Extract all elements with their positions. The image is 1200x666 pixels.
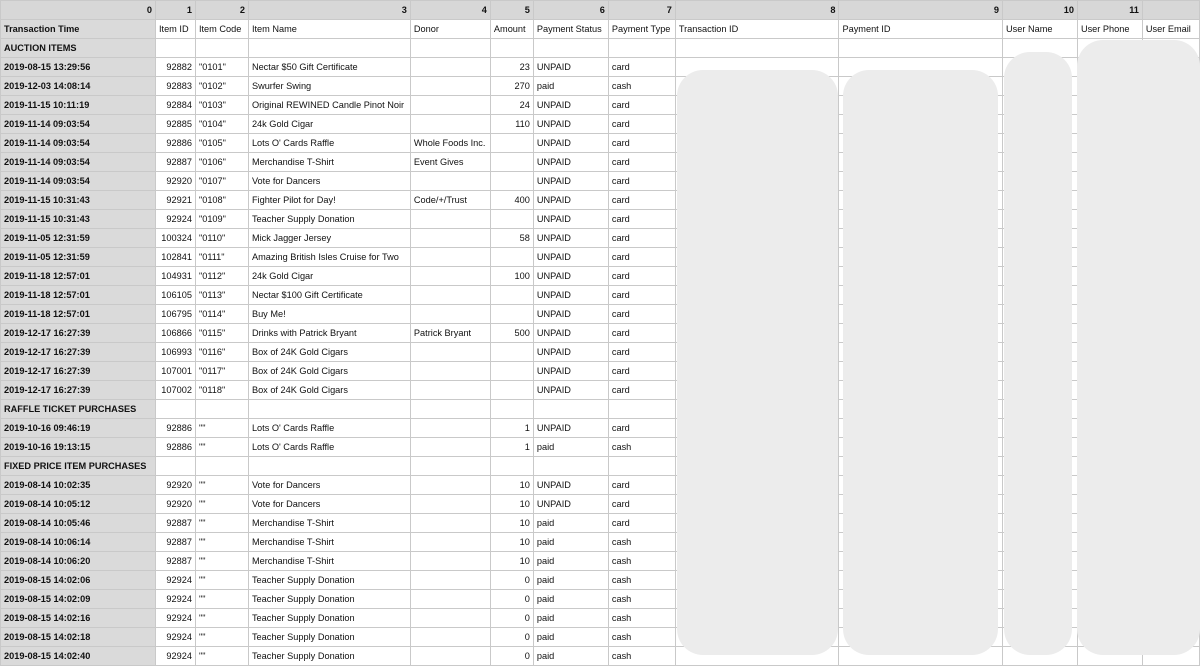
item-id-cell[interactable]: 92885 [155,115,195,134]
header-cell[interactable]: User Phone [1077,20,1142,39]
item-id-cell[interactable]: 107002 [155,381,195,400]
column-number[interactable] [1142,1,1199,20]
payment-type-cell[interactable]: card [608,134,675,153]
payment-status-cell[interactable]: UNPAID [533,210,608,229]
payment-status-cell[interactable]: UNPAID [533,134,608,153]
payment-status-cell[interactable]: UNPAID [533,495,608,514]
transaction-time-cell[interactable]: 2019-11-05 12:31:59 [1,229,156,248]
item-id-cell[interactable]: 106993 [155,343,195,362]
payment-type-cell[interactable]: card [608,362,675,381]
payment-type-cell[interactable]: card [608,267,675,286]
item-name-cell[interactable]: Teacher Supply Donation [248,571,410,590]
amount-cell[interactable]: 500 [490,324,533,343]
payment-status-cell[interactable]: paid [533,571,608,590]
donor-cell[interactable] [410,286,490,305]
header-cell[interactable]: Donor [410,20,490,39]
amount-cell[interactable] [490,153,533,172]
item-name-cell[interactable]: Box of 24K Gold Cigars [248,362,410,381]
transaction-time-cell[interactable]: 2019-12-17 16:27:39 [1,343,156,362]
item-code-cell[interactable]: "0106" [195,153,248,172]
header-cell[interactable]: Item Name [248,20,410,39]
amount-cell[interactable]: 10 [490,552,533,571]
payment-status-cell[interactable]: paid [533,77,608,96]
donor-cell[interactable] [410,628,490,647]
column-number[interactable]: 10 [1003,1,1078,20]
donor-cell[interactable] [410,590,490,609]
item-name-cell[interactable]: Nectar $50 Gift Certificate [248,58,410,77]
donor-cell[interactable] [410,305,490,324]
payment-type-cell[interactable]: card [608,191,675,210]
item-name-cell[interactable]: Teacher Supply Donation [248,590,410,609]
item-code-cell[interactable]: "" [195,533,248,552]
item-name-cell[interactable]: Lots O' Cards Raffle [248,134,410,153]
payment-type-cell[interactable]: card [608,96,675,115]
header-cell[interactable]: Payment Status [533,20,608,39]
payment-type-cell[interactable]: card [608,153,675,172]
payment-status-cell[interactable]: paid [533,609,608,628]
item-code-cell[interactable]: "0115" [195,324,248,343]
payment-type-cell[interactable]: cash [608,77,675,96]
amount-cell[interactable] [490,172,533,191]
empty-cell[interactable] [490,457,533,476]
payment-type-cell[interactable]: card [608,305,675,324]
transaction-time-cell[interactable]: 2019-11-14 09:03:54 [1,172,156,191]
payment-type-cell[interactable]: cash [608,628,675,647]
column-number[interactable]: 7 [608,1,675,20]
section-label[interactable]: RAFFLE TICKET PURCHASES [1,400,156,419]
item-name-cell[interactable]: Mick Jagger Jersey [248,229,410,248]
item-name-cell[interactable]: Teacher Supply Donation [248,210,410,229]
item-code-cell[interactable]: "" [195,438,248,457]
amount-cell[interactable]: 1 [490,438,533,457]
amount-cell[interactable]: 58 [490,229,533,248]
donor-cell[interactable] [410,495,490,514]
transaction-time-cell[interactable]: 2019-10-16 19:13:15 [1,438,156,457]
donor-cell[interactable]: Code/+/Trust [410,191,490,210]
amount-cell[interactable] [490,362,533,381]
amount-cell[interactable] [490,343,533,362]
amount-cell[interactable] [490,305,533,324]
empty-cell[interactable] [533,39,608,58]
transaction-time-cell[interactable]: 2019-11-18 12:57:01 [1,286,156,305]
payment-status-cell[interactable]: UNPAID [533,96,608,115]
transaction-time-cell[interactable]: 2019-08-15 14:02:09 [1,590,156,609]
empty-cell[interactable] [410,400,490,419]
column-number[interactable]: 6 [533,1,608,20]
column-number-row [1,1,1200,20]
empty-cell[interactable] [490,39,533,58]
header-cell[interactable]: Transaction ID [675,20,839,39]
column-number[interactable]: 0 [1,1,156,20]
transaction-time-cell[interactable]: 2019-08-14 10:02:35 [1,476,156,495]
donor-cell[interactable]: Event Gives [410,153,490,172]
donor-cell[interactable] [410,514,490,533]
item-code-cell[interactable]: "" [195,628,248,647]
payment-type-cell[interactable]: card [608,419,675,438]
donor-cell[interactable] [410,419,490,438]
donor-cell[interactable] [410,438,490,457]
donor-cell[interactable] [410,229,490,248]
transaction-time-cell[interactable]: 2019-11-15 10:31:43 [1,210,156,229]
payment-status-cell[interactable]: UNPAID [533,343,608,362]
item-code-cell[interactable]: "0114" [195,305,248,324]
payment-status-cell[interactable]: UNPAID [533,305,608,324]
header-cell[interactable]: User Email [1142,20,1199,39]
empty-cell[interactable] [410,457,490,476]
payment-type-cell[interactable]: card [608,476,675,495]
item-name-cell[interactable]: Nectar $100 Gift Certificate [248,286,410,305]
item-code-cell[interactable]: "" [195,590,248,609]
item-id-cell[interactable]: 92924 [155,210,195,229]
item-name-cell[interactable]: Merchandise T-Shirt [248,533,410,552]
empty-cell[interactable] [248,39,410,58]
item-id-cell[interactable]: 92884 [155,96,195,115]
header-cell[interactable]: User Name [1003,20,1078,39]
donor-cell[interactable] [410,381,490,400]
donor-cell[interactable]: Whole Foods Inc. [410,134,490,153]
transaction-time-cell[interactable]: 2019-11-05 12:31:59 [1,248,156,267]
item-name-cell[interactable]: Vote for Dancers [248,172,410,191]
item-id-cell[interactable]: 92887 [155,514,195,533]
column-number[interactable]: 3 [248,1,410,20]
payment-type-cell[interactable]: card [608,324,675,343]
redacted-user-name [1004,52,1072,655]
payment-status-cell[interactable]: UNPAID [533,115,608,134]
header-cell[interactable]: Payment Type [608,20,675,39]
item-id-cell[interactable]: 92924 [155,590,195,609]
column-number[interactable]: 8 [675,1,839,20]
item-name-cell[interactable]: 24k Gold Cigar [248,267,410,286]
empty-cell[interactable] [490,400,533,419]
header-cell[interactable]: Payment ID [839,20,1003,39]
donor-cell[interactable] [410,476,490,495]
payment-status-cell[interactable]: UNPAID [533,381,608,400]
item-id-cell[interactable]: 92886 [155,134,195,153]
item-name-cell[interactable]: Merchandise T-Shirt [248,552,410,571]
transaction-time-cell[interactable]: 2019-11-14 09:03:54 [1,115,156,134]
payment-status-cell[interactable]: paid [533,647,608,666]
item-name-cell[interactable]: Original REWINED Candle Pinot Noir [248,96,410,115]
donor-cell[interactable] [410,533,490,552]
item-code-cell[interactable]: "0117" [195,362,248,381]
item-code-cell[interactable]: "0107" [195,172,248,191]
transaction-time-cell[interactable]: 2019-08-14 10:05:12 [1,495,156,514]
item-id-cell[interactable]: 92886 [155,438,195,457]
donor-cell[interactable] [410,609,490,628]
item-id-cell[interactable]: 100324 [155,229,195,248]
payment-type-cell[interactable]: card [608,58,675,77]
payment-status-cell[interactable]: paid [533,438,608,457]
item-id-cell[interactable]: 92921 [155,191,195,210]
item-code-cell[interactable]: "0113" [195,286,248,305]
amount-cell[interactable]: 23 [490,58,533,77]
item-id-cell[interactable]: 92886 [155,419,195,438]
transaction-time-cell[interactable]: 2019-12-17 16:27:39 [1,362,156,381]
column-number[interactable]: 1 [155,1,195,20]
payment-type-cell[interactable]: card [608,210,675,229]
item-id-cell[interactable]: 92887 [155,552,195,571]
item-id-cell[interactable]: 92882 [155,58,195,77]
amount-cell[interactable]: 400 [490,191,533,210]
payment-status-cell[interactable]: UNPAID [533,476,608,495]
column-number[interactable]: 4 [410,1,490,20]
transaction-time-cell[interactable]: 2019-08-15 13:29:56 [1,58,156,77]
payment-type-cell[interactable]: cash [608,609,675,628]
item-code-cell[interactable]: "0101" [195,58,248,77]
transaction-time-cell[interactable]: 2019-11-14 09:03:54 [1,134,156,153]
amount-cell[interactable]: 0 [490,609,533,628]
payment-type-cell[interactable]: card [608,229,675,248]
redacted-transaction-id [677,70,838,655]
empty-cell[interactable] [608,400,675,419]
donor-cell[interactable]: Patrick Bryant [410,324,490,343]
payment-type-cell[interactable]: cash [608,533,675,552]
amount-cell[interactable]: 0 [490,647,533,666]
amount-cell[interactable] [490,381,533,400]
item-name-cell[interactable]: Merchandise T-Shirt [248,153,410,172]
payment-status-cell[interactable]: UNPAID [533,58,608,77]
item-name-cell[interactable]: Teacher Supply Donation [248,609,410,628]
item-code-cell[interactable]: "" [195,476,248,495]
item-code-cell[interactable]: "0116" [195,343,248,362]
item-id-cell[interactable]: 92920 [155,476,195,495]
donor-cell[interactable] [410,77,490,96]
item-name-cell[interactable]: Merchandise T-Shirt [248,514,410,533]
item-id-cell[interactable]: 92924 [155,628,195,647]
empty-cell[interactable] [155,457,195,476]
item-id-cell[interactable]: 92924 [155,571,195,590]
payment-type-cell[interactable]: cash [608,571,675,590]
item-id-cell[interactable]: 92920 [155,172,195,191]
donor-cell[interactable] [410,210,490,229]
item-code-cell[interactable]: "0110" [195,229,248,248]
donor-cell[interactable] [410,267,490,286]
item-name-cell[interactable]: Teacher Supply Donation [248,628,410,647]
empty-cell[interactable] [533,400,608,419]
payment-type-cell[interactable]: card [608,343,675,362]
item-id-cell[interactable]: 92924 [155,609,195,628]
empty-cell[interactable] [195,457,248,476]
item-id-cell[interactable]: 92920 [155,495,195,514]
transaction-time-cell[interactable]: 2019-08-14 10:06:20 [1,552,156,571]
transaction-time-cell[interactable]: 2019-08-14 10:05:46 [1,514,156,533]
item-id-cell[interactable]: 92883 [155,77,195,96]
item-name-cell[interactable]: Lots O' Cards Raffle [248,438,410,457]
item-code-cell[interactable]: "0112" [195,267,248,286]
column-number[interactable]: 11 [1077,1,1142,20]
item-code-cell[interactable]: "0105" [195,134,248,153]
redacted-user-contact [1077,40,1200,655]
empty-cell[interactable] [248,400,410,419]
payment-status-cell[interactable]: paid [533,533,608,552]
payment-status-cell[interactable]: UNPAID [533,153,608,172]
payment-type-cell[interactable]: card [608,248,675,267]
donor-cell[interactable] [410,248,490,267]
donor-cell[interactable] [410,571,490,590]
item-code-cell[interactable]: "" [195,514,248,533]
payment-status-cell[interactable]: UNPAID [533,267,608,286]
payment-type-cell[interactable]: card [608,286,675,305]
payment-type-cell[interactable]: cash [608,647,675,666]
empty-cell[interactable] [410,39,490,58]
payment-type-cell[interactable]: cash [608,590,675,609]
transaction-time-cell[interactable]: 2019-08-15 14:02:18 [1,628,156,647]
donor-cell[interactable] [410,172,490,191]
payment-status-cell[interactable]: UNPAID [533,286,608,305]
amount-cell[interactable]: 10 [490,533,533,552]
donor-cell[interactable] [410,343,490,362]
payment-status-cell[interactable]: UNPAID [533,362,608,381]
redacted-payment-id [843,70,998,655]
item-id-cell[interactable]: 104931 [155,267,195,286]
section-label[interactable]: FIXED PRICE ITEM PURCHASES [1,457,156,476]
amount-cell[interactable]: 0 [490,590,533,609]
item-name-cell[interactable]: 24k Gold Cigar [248,115,410,134]
transaction-time-cell[interactable]: 2019-08-15 14:02:40 [1,647,156,666]
amount-cell[interactable] [490,286,533,305]
item-name-cell[interactable]: Lots O' Cards Raffle [248,419,410,438]
empty-cell[interactable] [248,457,410,476]
item-id-cell[interactable]: 102841 [155,248,195,267]
amount-cell[interactable]: 10 [490,514,533,533]
payment-type-cell[interactable]: card [608,495,675,514]
item-id-cell[interactable]: 92924 [155,647,195,666]
payment-status-cell[interactable]: UNPAID [533,172,608,191]
transaction-time-cell[interactable]: 2019-11-14 09:03:54 [1,153,156,172]
payment-type-cell[interactable]: card [608,381,675,400]
item-id-cell[interactable]: 92887 [155,153,195,172]
item-code-cell[interactable]: "" [195,609,248,628]
transaction-time-cell[interactable]: 2019-08-15 14:02:16 [1,609,156,628]
header-row [1,20,1200,39]
transaction-time-cell[interactable]: 2019-11-15 10:11:19 [1,96,156,115]
transaction-time-cell[interactable]: 2019-11-18 12:57:01 [1,305,156,324]
amount-cell[interactable]: 0 [490,628,533,647]
payment-status-cell[interactable]: UNPAID [533,419,608,438]
amount-cell[interactable] [490,134,533,153]
payment-type-cell[interactable]: cash [608,552,675,571]
item-name-cell[interactable]: Drinks with Patrick Bryant [248,324,410,343]
item-code-cell[interactable]: "" [195,419,248,438]
item-id-cell[interactable]: 92887 [155,533,195,552]
donor-cell[interactable] [410,552,490,571]
amount-cell[interactable]: 1 [490,419,533,438]
empty-cell[interactable] [195,39,248,58]
empty-cell[interactable] [608,457,675,476]
payment-status-cell[interactable]: paid [533,552,608,571]
donor-cell[interactable] [410,362,490,381]
donor-cell[interactable] [410,115,490,134]
empty-cell[interactable] [195,400,248,419]
amount-cell[interactable]: 10 [490,495,533,514]
item-code-cell[interactable]: "" [195,552,248,571]
item-code-cell[interactable]: "" [195,647,248,666]
transaction-time-cell[interactable]: 2019-11-15 10:31:43 [1,191,156,210]
item-code-cell[interactable]: "" [195,571,248,590]
empty-cell[interactable] [155,39,195,58]
transaction-time-cell[interactable]: 2019-10-16 09:46:19 [1,419,156,438]
transaction-time-cell[interactable]: 2019-11-18 12:57:01 [1,267,156,286]
item-name-cell[interactable]: Amazing British Isles Cruise for Two [248,248,410,267]
empty-cell[interactable] [533,457,608,476]
column-number[interactable]: 2 [195,1,248,20]
item-name-cell[interactable]: Fighter Pilot for Day! [248,191,410,210]
empty-cell[interactable] [155,400,195,419]
column-number[interactable]: 9 [839,1,1003,20]
item-name-cell[interactable]: Vote for Dancers [248,495,410,514]
item-id-cell[interactable]: 106105 [155,286,195,305]
transaction-time-cell[interactable]: 2019-12-03 14:08:14 [1,77,156,96]
section-label[interactable]: AUCTION ITEMS [1,39,156,58]
item-id-cell[interactable]: 106795 [155,305,195,324]
item-code-cell[interactable]: "0104" [195,115,248,134]
payment-status-cell[interactable]: UNPAID [533,248,608,267]
amount-cell[interactable]: 100 [490,267,533,286]
amount-cell[interactable] [490,248,533,267]
empty-cell[interactable] [839,39,1003,58]
item-code-cell[interactable]: "0103" [195,96,248,115]
header-cell[interactable]: Amount [490,20,533,39]
payment-type-cell[interactable]: card [608,172,675,191]
item-name-cell[interactable]: Box of 24K Gold Cigars [248,343,410,362]
header-cell[interactable]: Item ID [155,20,195,39]
item-code-cell[interactable]: "0118" [195,381,248,400]
item-name-cell[interactable]: Swurfer Swing [248,77,410,96]
donor-cell[interactable] [410,96,490,115]
payment-status-cell[interactable]: paid [533,628,608,647]
item-id-cell[interactable]: 106866 [155,324,195,343]
donor-cell[interactable] [410,647,490,666]
empty-cell[interactable] [675,39,839,58]
header-cell[interactable]: Transaction Time [1,20,156,39]
amount-cell[interactable]: 270 [490,77,533,96]
payment-type-cell[interactable]: card [608,115,675,134]
payment-status-cell[interactable]: paid [533,590,608,609]
transaction-time-cell[interactable]: 2019-12-17 16:27:39 [1,381,156,400]
payment-status-cell[interactable]: paid [533,514,608,533]
payment-type-cell[interactable]: cash [608,438,675,457]
amount-cell[interactable]: 0 [490,571,533,590]
payment-status-cell[interactable]: UNPAID [533,191,608,210]
header-cell[interactable]: Item Code [195,20,248,39]
item-code-cell[interactable]: "0111" [195,248,248,267]
transaction-time-cell[interactable]: 2019-08-15 14:02:06 [1,571,156,590]
item-code-cell[interactable]: "0108" [195,191,248,210]
item-name-cell[interactable]: Box of 24K Gold Cigars [248,381,410,400]
item-name-cell[interactable]: Vote for Dancers [248,476,410,495]
payment-type-cell[interactable]: card [608,514,675,533]
item-name-cell[interactable]: Buy Me! [248,305,410,324]
payment-status-cell[interactable]: UNPAID [533,324,608,343]
donor-cell[interactable] [410,58,490,77]
empty-cell[interactable] [608,39,675,58]
item-code-cell[interactable]: "0109" [195,210,248,229]
amount-cell[interactable] [490,210,533,229]
item-id-cell[interactable]: 107001 [155,362,195,381]
payment-status-cell[interactable]: UNPAID [533,229,608,248]
item-name-cell[interactable]: Teacher Supply Donation [248,647,410,666]
transaction-time-cell[interactable]: 2019-08-14 10:06:14 [1,533,156,552]
column-number[interactable]: 5 [490,1,533,20]
item-code-cell[interactable]: "0102" [195,77,248,96]
amount-cell[interactable]: 10 [490,476,533,495]
amount-cell[interactable]: 110 [490,115,533,134]
amount-cell[interactable]: 24 [490,96,533,115]
item-code-cell[interactable]: "" [195,495,248,514]
transaction-time-cell[interactable]: 2019-12-17 16:27:39 [1,324,156,343]
